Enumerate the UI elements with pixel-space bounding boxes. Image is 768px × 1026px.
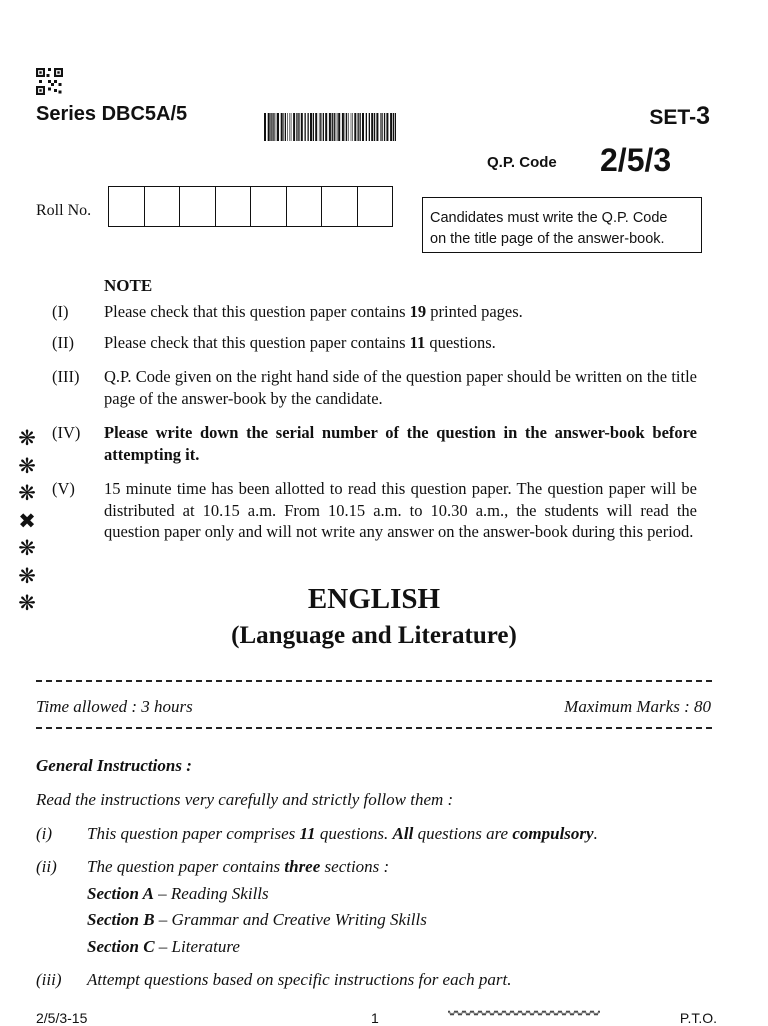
- asterisk-icon: ❋: [18, 481, 36, 505]
- instruction-bold: three: [284, 857, 321, 876]
- instruction-bold: All: [392, 824, 414, 843]
- instruction-number: (ii): [36, 857, 57, 876]
- set-label: [649, 102, 710, 131]
- note-item-text: Please write down the serial number of the question in the answer-book before attempting it.: [104, 423, 697, 464]
- roll-no-box[interactable]: [287, 187, 323, 226]
- wavy-line-icon: [448, 1008, 600, 1018]
- roll-no-label: Roll No.: [36, 202, 92, 219]
- asterisk-icon: ❋: [18, 591, 36, 615]
- time-allowed: Time allowed : 3 hours: [36, 697, 193, 716]
- section-line: [87, 934, 427, 961]
- note-text: questions.: [425, 333, 496, 352]
- roll-no-box[interactable]: [180, 187, 216, 226]
- section-line: [87, 907, 427, 934]
- maximum-marks: Maximum Marks : 80: [564, 697, 711, 716]
- instruction-number: (i): [36, 824, 53, 843]
- instruction-text: Attempt questions based on specific instructions for each part.: [87, 970, 512, 989]
- note-item-text: Q.P. Code given on the right hand side of the question paper should be written on the title page of the answer-book by the candidate.: [104, 367, 697, 408]
- barcode-icon: [264, 113, 396, 141]
- note-bold-value: 11: [409, 333, 426, 352]
- dashed-divider: [36, 680, 712, 682]
- note-item: [52, 478, 697, 543]
- instruction-bold: 11: [299, 824, 316, 843]
- note-item-number: (V): [52, 479, 75, 498]
- qp-code: 2/5/3: [600, 142, 672, 178]
- section-desc: – Grammar and Creative Writing Skills: [154, 910, 427, 929]
- dashed-divider: [36, 727, 712, 729]
- instruction-item: [36, 854, 427, 960]
- instruction-item: [36, 821, 598, 848]
- note-item: [52, 332, 697, 354]
- note-item: [52, 422, 697, 465]
- asterisk-icon: ❋: [18, 453, 36, 478]
- instruction-fragment: questions are: [413, 824, 513, 843]
- note-item-text: 15 minute time has been allotted to read this question paper. The question paper will be distributed at 10.15 a.m. From 10.15 a.m. to 10.30 a.m., the students will read the question paper only and will not write any answer on the answer-book during this period.: [104, 479, 697, 541]
- note-item: [52, 366, 697, 409]
- note-item-number: (II): [52, 333, 74, 352]
- section-desc: – Literature: [154, 936, 240, 956]
- instruction-fragment: This question paper comprises: [87, 824, 300, 843]
- note-item-number: (III): [52, 367, 80, 386]
- roll-no-box[interactable]: [145, 187, 181, 226]
- general-instructions-title: General Instructions :: [36, 756, 192, 775]
- roll-no-box[interactable]: [216, 187, 252, 226]
- general-instructions-intro: Read the instructions very carefully and strictly follow them :: [36, 790, 454, 809]
- instruction-fragment: questions.: [315, 824, 393, 843]
- roll-no-box[interactable]: [109, 187, 145, 226]
- note-item-text: [104, 332, 697, 354]
- qp-code-label: Q.P. Code: [487, 154, 557, 171]
- series-label: Series DBC5A/5: [36, 103, 188, 125]
- footer-page-number: 1: [371, 1010, 379, 1026]
- roll-no-box[interactable]: [322, 187, 358, 226]
- candidate-instruction-line: Candidates must write the Q.P. Code: [430, 210, 668, 226]
- instruction-text: [87, 821, 598, 848]
- candidate-instruction-line: on the title page of the answer-book.: [430, 231, 665, 247]
- asterisk-icon: ❋: [18, 536, 36, 560]
- subject-subtitle: (Language and Literature): [231, 622, 517, 649]
- cross-icon: ✖: [18, 508, 36, 533]
- instruction-text: [87, 854, 427, 960]
- footer-pto: P.T.O.: [679, 1010, 717, 1026]
- asterisk-icon: ❋: [18, 426, 36, 450]
- roll-no-box[interactable]: [358, 187, 393, 226]
- instruction-bold: compulsory: [512, 824, 594, 843]
- asterisk-icon: ❋: [18, 563, 36, 588]
- instruction-fragment: sections :: [320, 857, 390, 876]
- instruction-item: [36, 967, 512, 994]
- note-item-text: [104, 301, 697, 323]
- note-text: printed pages.: [426, 302, 523, 321]
- section-name: Section A: [87, 883, 154, 903]
- note-text: Please check that this question paper contains: [104, 333, 410, 352]
- section-desc: – Reading Skills: [153, 883, 269, 903]
- roll-no-boxes[interactable]: [108, 186, 393, 227]
- note-item-number: (I): [52, 302, 69, 321]
- roll-no-box[interactable]: [251, 187, 287, 226]
- instruction-fragment: The question paper contains: [87, 857, 285, 876]
- qr-code-icon: [36, 68, 63, 95]
- subject-title: ENGLISH: [307, 583, 441, 615]
- section-name: Section B: [87, 910, 155, 929]
- section-name: Section C: [87, 936, 155, 956]
- instruction-fragment: .: [593, 824, 598, 843]
- footer-paper-code: 2/5/3-15: [36, 1010, 88, 1026]
- section-line: [87, 881, 427, 908]
- set-prefix: SET-: [649, 106, 697, 129]
- set-number: 3: [696, 102, 710, 130]
- note-title: NOTE: [104, 276, 153, 295]
- instruction-number: (iii): [36, 970, 62, 989]
- candidate-instruction-box: [422, 197, 702, 253]
- note-text: Please check that this question paper contains: [104, 302, 410, 321]
- note-item-number: (IV): [52, 423, 81, 442]
- note-bold-value: 19: [409, 302, 427, 321]
- note-item: [52, 301, 697, 323]
